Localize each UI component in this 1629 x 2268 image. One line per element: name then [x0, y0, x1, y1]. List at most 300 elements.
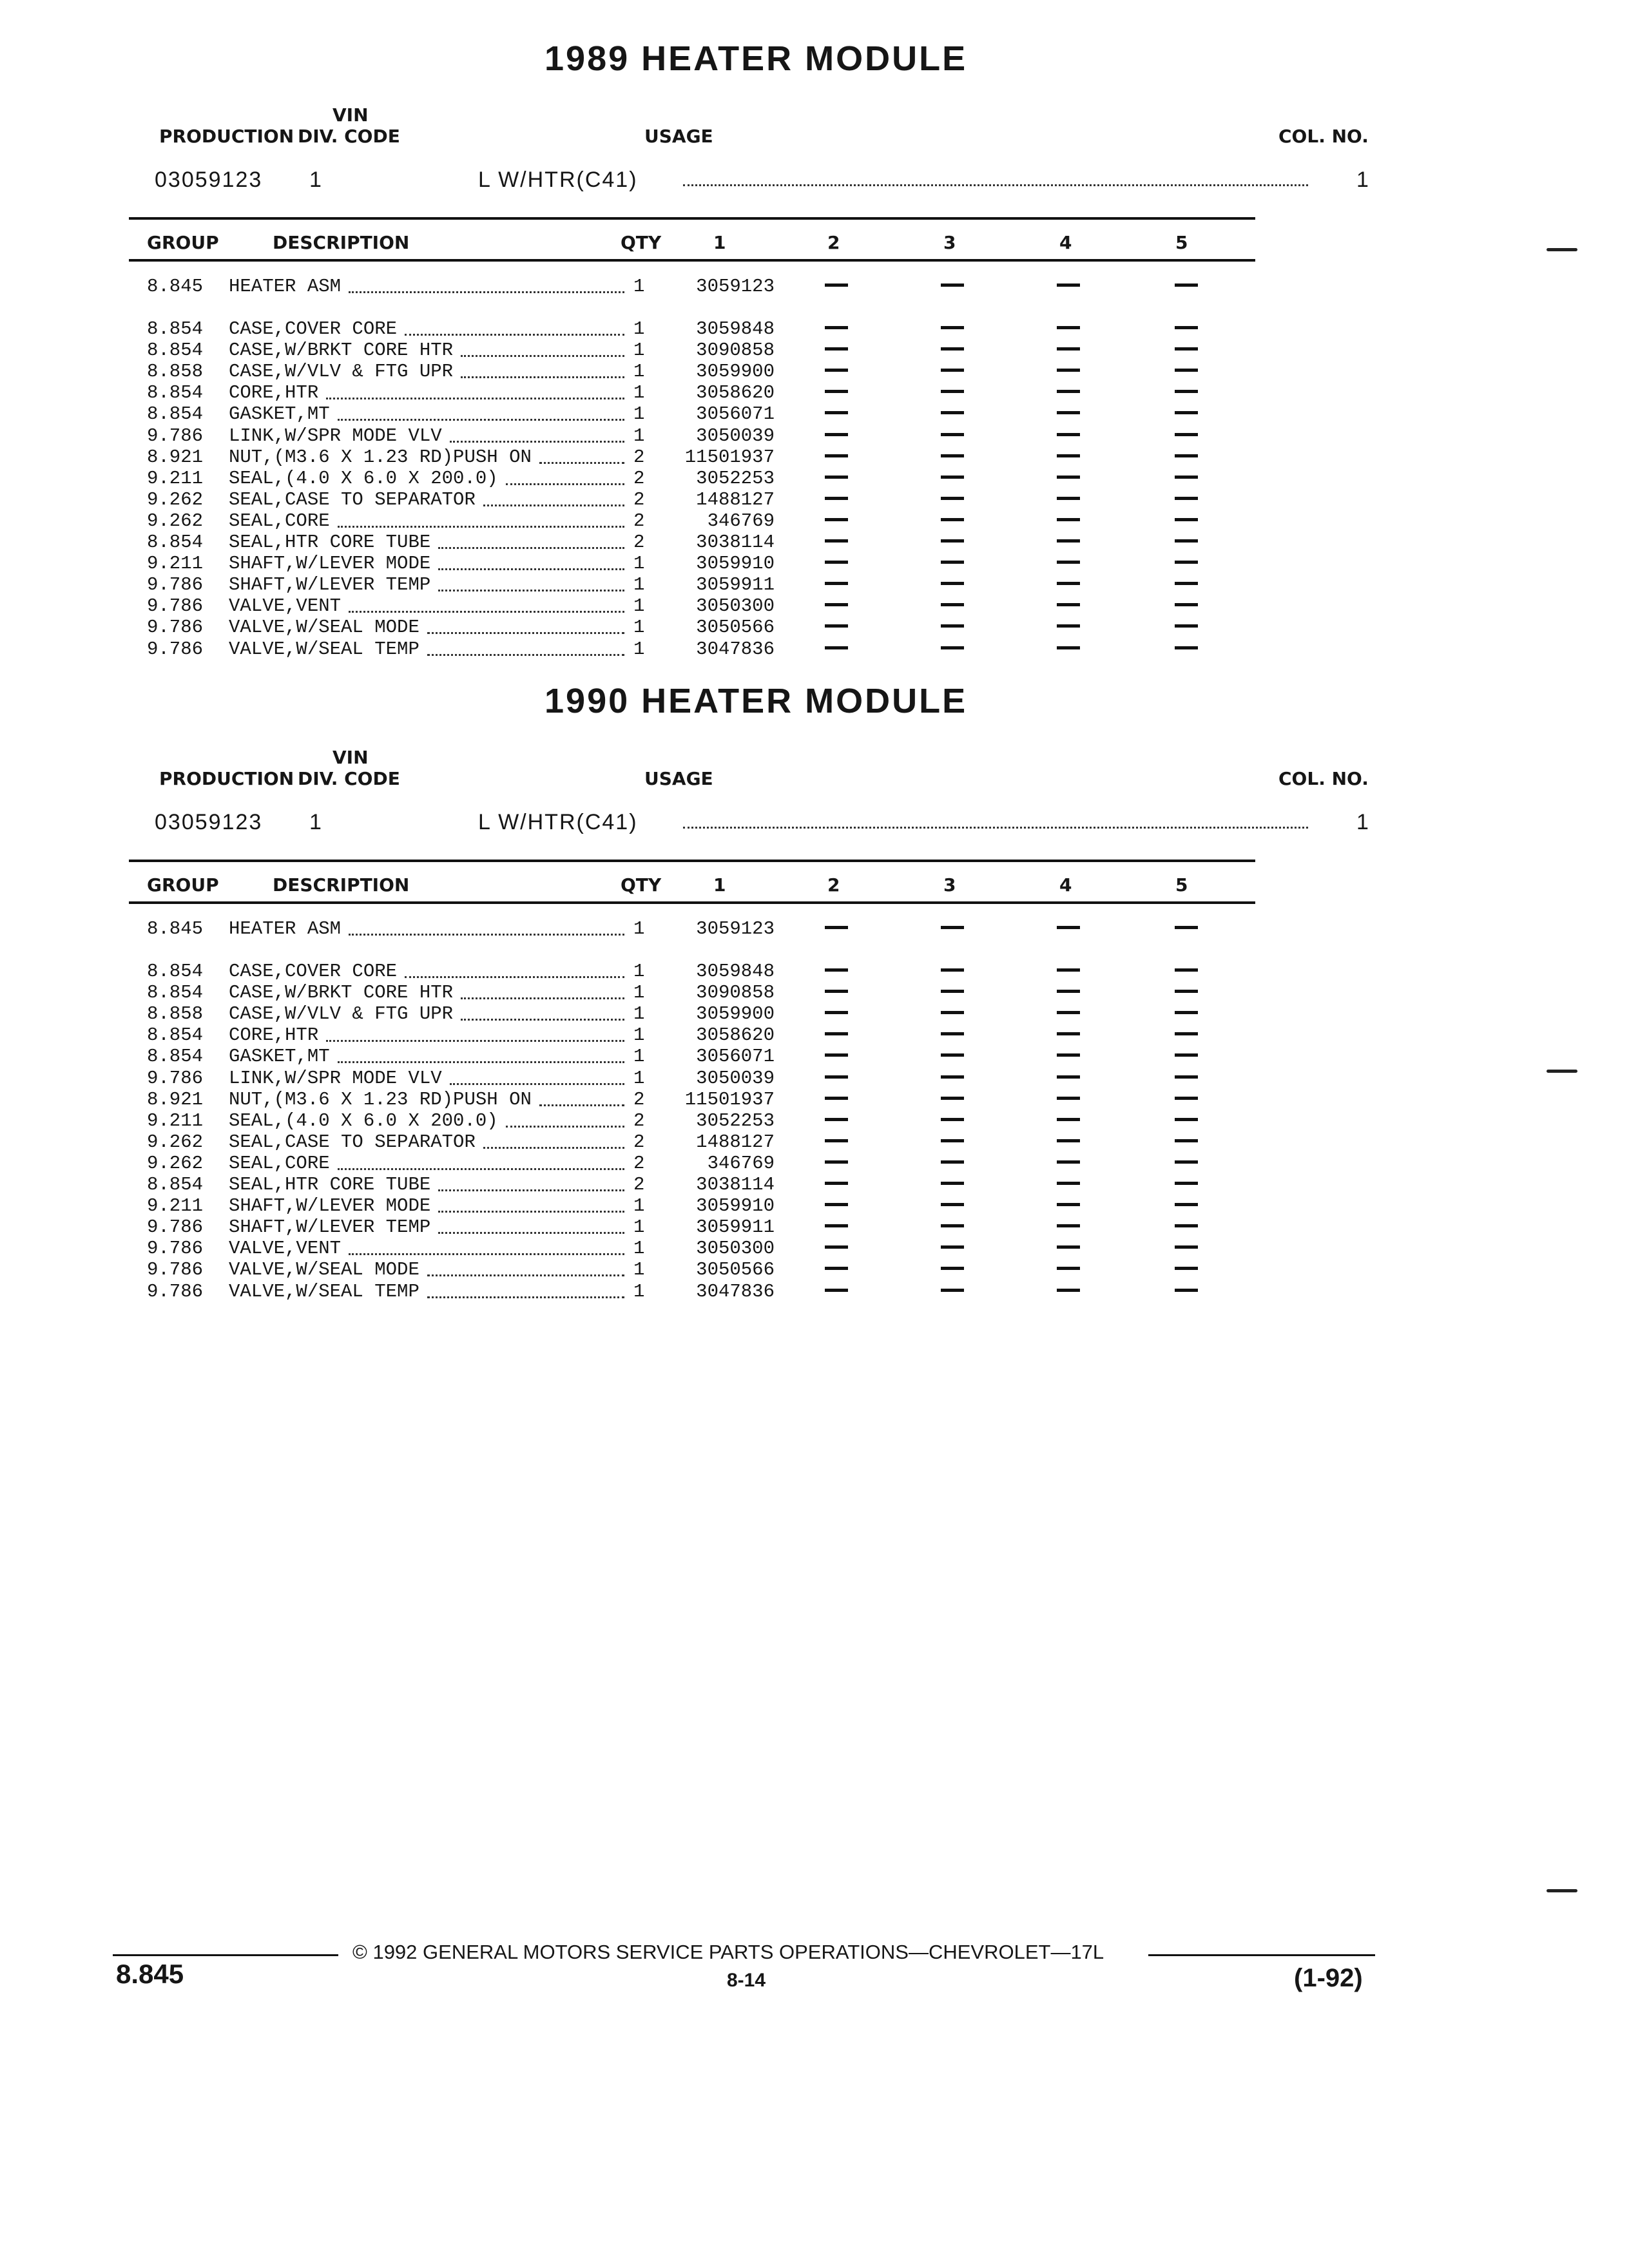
part-row-c4-dash [1057, 326, 1080, 329]
part-row-c2-dash [825, 1053, 848, 1057]
part-row-c4-dash [1057, 561, 1080, 564]
part-leader-dots [506, 483, 624, 485]
part-row-c2-dash [825, 968, 848, 972]
part-row-c5-dash [1175, 582, 1198, 585]
part-row-c2-dash [825, 646, 848, 649]
usage-leader-dots [683, 827, 1308, 829]
part-row-c4-dash [1057, 497, 1080, 500]
part-row-c2-dash [825, 1224, 848, 1227]
description-column-header: DESCRIPTION [273, 232, 410, 253]
part-row-c4-dash [1057, 1224, 1080, 1227]
part-row-c4-dash [1057, 1097, 1080, 1100]
part-row-part-number: 346769 [707, 1152, 775, 1174]
part-row-description: CASE,COVER CORE [229, 318, 398, 340]
part-row-description: SHAFT,W/LEVER TEMP [229, 1216, 431, 1238]
part-row-c3-dash [941, 347, 964, 351]
col-no-header: COL. NO. [1278, 126, 1369, 147]
part-row-group: 8.854 [147, 961, 204, 982]
part-row-qty: 1 [633, 961, 645, 982]
assembly-row-c4-dash [1057, 284, 1080, 287]
part-row-c4-dash [1057, 1011, 1080, 1014]
part-row-c5-dash [1175, 1118, 1198, 1121]
part-row-c5-dash [1175, 1182, 1198, 1185]
part-row-c2-dash [825, 1032, 848, 1035]
part-row-qty: 1 [633, 361, 645, 383]
part-row-c4-dash [1057, 476, 1080, 479]
part-row-c3-dash [941, 326, 964, 329]
part-leader-dots [427, 654, 624, 656]
module-title: 1990 HEATER MODULE [545, 682, 968, 720]
part-row-qty: 1 [633, 425, 645, 447]
part-row-c4-dash [1057, 1118, 1080, 1121]
part-leader-dots [438, 568, 624, 570]
part-row-group: 9.262 [147, 1131, 204, 1153]
assembly-row-qty: 1 [633, 918, 645, 939]
part-row-c2-dash [825, 1097, 848, 1100]
part-row-c5-dash [1175, 433, 1198, 436]
part-leader-dots [427, 632, 624, 634]
part-leader-dots [427, 1274, 624, 1276]
part-leader-dots [450, 1083, 624, 1085]
part-row-c2-dash [825, 990, 848, 993]
part-row-group: 8.854 [147, 532, 204, 553]
part-row-c2-dash [825, 539, 848, 543]
part-row-qty: 1 [633, 1259, 645, 1281]
part-row-c3-dash [941, 646, 964, 649]
qty-column-header: QTY [621, 874, 662, 896]
part-row-c2-dash [825, 454, 848, 457]
part-row-c3-dash [941, 433, 964, 436]
part-row-c3-dash [941, 603, 964, 606]
part-row-c3-dash [941, 1139, 964, 1142]
production-header: PRODUCTION [159, 768, 294, 789]
part-row-description: LINK,W/SPR MODE VLV [229, 1067, 442, 1089]
column-2-header: 2 [827, 232, 840, 253]
part-row-c3-dash [941, 454, 964, 457]
part-leader-dots [539, 1104, 624, 1106]
part-row-c4-dash [1057, 539, 1080, 543]
part-row-c3-dash [941, 1118, 964, 1121]
part-row-description: GASKET,MT [229, 1046, 330, 1068]
part-row-c5-dash [1175, 990, 1198, 993]
part-row-description: SEAL,(4.0 X 6.0 X 200.0) [229, 467, 498, 489]
part-leader-dots [438, 1232, 624, 1234]
part-leader-dots [405, 334, 624, 336]
part-row-description: VALVE,W/SEAL TEMP [229, 638, 419, 660]
part-row-qty: 2 [633, 1174, 645, 1195]
part-row-qty: 2 [633, 1152, 645, 1174]
part-row-qty: 2 [633, 467, 645, 489]
part-row-qty: 1 [633, 982, 645, 1004]
part-row-part-number: 3047836 [696, 1280, 775, 1302]
part-row-group: 9.786 [147, 1067, 204, 1089]
part-row-description: CORE,HTR [229, 1024, 319, 1046]
part-row-group: 9.786 [147, 1259, 204, 1281]
part-row-c3-dash [941, 990, 964, 993]
part-row-c4-dash [1057, 1075, 1080, 1079]
part-row-c5-dash [1175, 1097, 1198, 1100]
part-row-part-number: 3059911 [696, 1216, 775, 1238]
part-row-c3-dash [941, 624, 964, 628]
part-row-c2-dash [825, 603, 848, 606]
part-row-qty: 1 [633, 403, 645, 425]
part-row-c3-dash [941, 582, 964, 585]
part-row-group: 8.854 [147, 1046, 204, 1068]
part-row-c3-dash [941, 390, 964, 393]
footer-page-number: 8-14 [727, 1970, 766, 1991]
part-row-group: 9.786 [147, 638, 204, 660]
part-row-part-number: 3059910 [696, 553, 775, 575]
part-leader-dots [539, 462, 624, 464]
part-leader-dots [338, 419, 624, 421]
part-row-c2-dash [825, 561, 848, 564]
part-row-part-number: 11501937 [684, 1088, 775, 1110]
column-4-header: 4 [1059, 874, 1072, 896]
part-leader-dots [338, 1168, 624, 1170]
part-row-part-number: 346769 [707, 510, 775, 532]
footer-rule-left [113, 1954, 338, 1956]
part-row-c2-dash [825, 624, 848, 628]
part-row-c3-dash [941, 1011, 964, 1014]
part-row-description: LINK,W/SPR MODE VLV [229, 425, 442, 447]
col-no-header: COL. NO. [1278, 768, 1369, 789]
part-row-c3-dash [941, 411, 964, 414]
part-row-part-number: 3059911 [696, 574, 775, 596]
part-row-c5-dash [1175, 518, 1198, 521]
assembly-leader-dots [349, 934, 624, 936]
part-row-c4-dash [1057, 1203, 1080, 1206]
part-row-part-number: 3050039 [696, 425, 775, 447]
part-row-c2-dash [825, 1182, 848, 1185]
table-header-rule [129, 259, 1255, 262]
part-row-group: 9.262 [147, 1152, 204, 1174]
part-row-c5-dash [1175, 1245, 1198, 1249]
part-row-c2-dash [825, 1118, 848, 1121]
part-row-part-number: 3056071 [696, 403, 775, 425]
part-row-c2-dash [825, 1203, 848, 1206]
part-row-description: CASE,COVER CORE [229, 961, 398, 982]
part-row-group: 9.786 [147, 1238, 204, 1260]
part-row-group: 8.921 [147, 446, 204, 468]
part-row-description: SEAL,HTR CORE TUBE [229, 532, 431, 553]
part-row-c5-dash [1175, 1224, 1198, 1227]
part-row-group: 8.858 [147, 1003, 204, 1025]
part-row-c2-dash [825, 1075, 848, 1079]
part-row-qty: 1 [633, 638, 645, 660]
part-leader-dots [438, 590, 624, 591]
part-leader-dots [461, 355, 624, 357]
part-row-c3-dash [941, 497, 964, 500]
part-row-part-number: 1488127 [696, 488, 775, 510]
assembly-row-c2-dash [825, 926, 848, 929]
footer-copyright: © 1992 GENERAL MOTORS SERVICE PARTS OPERATIONS—CHEVROLET—17L [352, 1941, 1104, 1963]
part-row-c2-dash [825, 390, 848, 393]
part-row-part-number: 3056071 [696, 1046, 775, 1068]
part-row-part-number: 1488127 [696, 1131, 775, 1153]
part-row-c3-dash [941, 1053, 964, 1057]
part-row-qty: 1 [633, 318, 645, 340]
part-row-group: 9.211 [147, 1110, 204, 1131]
part-row-group: 8.854 [147, 340, 204, 361]
part-row-c5-dash [1175, 390, 1198, 393]
div-code-header: DIV. CODE [298, 768, 400, 789]
part-leader-dots [349, 611, 624, 613]
column-5-header: 5 [1175, 874, 1188, 896]
part-row-c4-dash [1057, 603, 1080, 606]
part-row-c4-dash [1057, 1267, 1080, 1270]
part-row-part-number: 3090858 [696, 982, 775, 1004]
usage-header: USAGE [644, 768, 713, 789]
part-row-part-number: 3058620 [696, 382, 775, 404]
div-code-header: DIV. CODE [298, 126, 400, 147]
margin-tick-mark [1547, 1889, 1577, 1892]
part-row-group: 9.262 [147, 510, 204, 532]
part-row-description: SHAFT,W/LEVER TEMP [229, 574, 431, 596]
part-row-part-number: 3050566 [696, 1259, 775, 1281]
part-row-c2-dash [825, 1160, 848, 1164]
footer-date: (1-92) [1294, 1964, 1363, 1992]
part-row-description: SEAL,HTR CORE TUBE [229, 1174, 431, 1195]
part-row-group: 9.262 [147, 488, 204, 510]
part-row-c2-dash [825, 476, 848, 479]
part-row-c2-dash [825, 497, 848, 500]
part-leader-dots [326, 398, 624, 399]
table-top-rule [129, 217, 1255, 220]
part-row-c5-dash [1175, 646, 1198, 649]
part-row-description: VALVE,VENT [229, 595, 342, 617]
part-row-c3-dash [941, 1097, 964, 1100]
part-row-c5-dash [1175, 347, 1198, 351]
part-row-c2-dash [825, 347, 848, 351]
part-row-c5-dash [1175, 369, 1198, 372]
part-row-group: 9.786 [147, 595, 204, 617]
assembly-row-group: 8.845 [147, 918, 204, 939]
part-row-group: 8.858 [147, 361, 204, 383]
col-no-value: 1 [1356, 810, 1370, 834]
part-row-c5-dash [1175, 1267, 1198, 1270]
part-row-c5-dash [1175, 968, 1198, 972]
part-row-qty: 2 [633, 1110, 645, 1131]
part-row-description: CASE,W/VLV & FTG UPR [229, 1003, 454, 1025]
part-row-qty: 1 [633, 1195, 645, 1217]
column-1-header: 1 [713, 232, 726, 253]
table-header-rule [129, 901, 1255, 904]
part-row-c4-dash [1057, 518, 1080, 521]
part-row-group: 8.854 [147, 1024, 204, 1046]
part-row-part-number: 3052253 [696, 467, 775, 489]
usage-value: L W/HTR(C41) [478, 810, 638, 834]
part-row-qty: 2 [633, 488, 645, 510]
part-row-c5-dash [1175, 603, 1198, 606]
part-row-qty: 1 [633, 617, 645, 639]
part-row-c5-dash [1175, 1075, 1198, 1079]
part-row-c3-dash [941, 1160, 964, 1164]
part-row-part-number: 3047836 [696, 638, 775, 660]
part-row-c5-dash [1175, 561, 1198, 564]
part-row-c4-dash [1057, 646, 1080, 649]
part-row-description: SEAL,(4.0 X 6.0 X 200.0) [229, 1110, 498, 1131]
part-row-description: CASE,W/BRKT CORE HTR [229, 982, 454, 1004]
part-row-part-number: 3059910 [696, 1195, 775, 1217]
part-row-c2-dash [825, 1289, 848, 1292]
part-row-group: 9.211 [147, 467, 204, 489]
part-row-part-number: 3059900 [696, 1003, 775, 1025]
part-leader-dots [483, 1147, 624, 1149]
production-number: 03059123 [155, 810, 263, 834]
margin-tick-mark [1547, 248, 1577, 251]
part-row-group: 9.786 [147, 1280, 204, 1302]
part-row-description: SHAFT,W/LEVER MODE [229, 1195, 431, 1217]
part-row-c5-dash [1175, 326, 1198, 329]
part-row-c3-dash [941, 518, 964, 521]
part-row-c5-dash [1175, 1289, 1198, 1292]
part-row-description: VALVE,VENT [229, 1238, 342, 1260]
part-row-c4-dash [1057, 1289, 1080, 1292]
part-row-description: SEAL,CASE TO SEPARATOR [229, 488, 476, 510]
part-row-c4-dash [1057, 968, 1080, 972]
vin-header: VIN [333, 747, 369, 768]
usage-leader-dots [683, 184, 1308, 186]
part-row-group: 9.786 [147, 574, 204, 596]
column-5-header: 5 [1175, 232, 1188, 253]
part-row-c5-dash [1175, 1203, 1198, 1206]
assembly-row-c5-dash [1175, 284, 1198, 287]
part-leader-dots [438, 1189, 624, 1191]
assembly-row-c5-dash [1175, 926, 1198, 929]
part-row-c4-dash [1057, 1139, 1080, 1142]
part-row-part-number: 3058620 [696, 1024, 775, 1046]
part-row-c4-dash [1057, 369, 1080, 372]
module-title: 1989 HEATER MODULE [545, 39, 968, 78]
part-row-c4-dash [1057, 1032, 1080, 1035]
part-row-group: 9.786 [147, 617, 204, 639]
part-row-part-number: 3059848 [696, 318, 775, 340]
part-row-c4-dash [1057, 347, 1080, 351]
part-row-c5-dash [1175, 624, 1198, 628]
part-row-c5-dash [1175, 454, 1198, 457]
group-column-header: GROUP [147, 232, 219, 253]
column-2-header: 2 [827, 874, 840, 896]
part-leader-dots [461, 1019, 624, 1021]
part-row-qty: 1 [633, 382, 645, 404]
production-header: PRODUCTION [159, 126, 294, 147]
part-row-group: 9.211 [147, 1195, 204, 1217]
part-row-c2-dash [825, 369, 848, 372]
qty-column-header: QTY [621, 232, 662, 253]
usage-value: L W/HTR(C41) [478, 168, 638, 192]
assembly-row-description: HEATER ASM [229, 918, 342, 939]
part-row-qty: 1 [633, 1046, 645, 1068]
part-row-c4-dash [1057, 1053, 1080, 1057]
part-row-c3-dash [941, 1224, 964, 1227]
part-row-c4-dash [1057, 1160, 1080, 1164]
part-row-qty: 1 [633, 340, 645, 361]
part-row-qty: 1 [633, 553, 645, 575]
div-code-value: 1 [309, 168, 323, 192]
part-leader-dots [427, 1296, 624, 1298]
part-row-part-number: 11501937 [684, 446, 775, 468]
part-row-part-number: 3038114 [696, 532, 775, 553]
part-row-description: VALVE,W/SEAL TEMP [229, 1280, 419, 1302]
part-row-c2-dash [825, 1245, 848, 1249]
part-row-c3-dash [941, 1267, 964, 1270]
part-leader-dots [338, 1061, 624, 1063]
part-row-c4-dash [1057, 624, 1080, 628]
assembly-row-qty: 1 [633, 276, 645, 297]
part-row-c3-dash [941, 561, 964, 564]
part-row-description: VALVE,W/SEAL MODE [229, 617, 419, 639]
part-row-c5-dash [1175, 497, 1198, 500]
table-top-rule [129, 860, 1255, 862]
assembly-row-c2-dash [825, 284, 848, 287]
description-column-header: DESCRIPTION [273, 874, 410, 896]
part-row-c2-dash [825, 518, 848, 521]
part-row-c3-dash [941, 1182, 964, 1185]
column-4-header: 4 [1059, 232, 1072, 253]
assembly-row-c4-dash [1057, 926, 1080, 929]
part-row-part-number: 3050039 [696, 1067, 775, 1089]
part-row-c2-dash [825, 582, 848, 585]
assembly-row-c3-dash [941, 284, 964, 287]
part-leader-dots [438, 547, 624, 549]
part-row-c5-dash [1175, 476, 1198, 479]
part-leader-dots [461, 376, 624, 378]
part-leader-dots [483, 505, 624, 506]
part-row-part-number: 3090858 [696, 340, 775, 361]
part-leader-dots [326, 1040, 624, 1042]
part-row-qty: 1 [633, 1216, 645, 1238]
col-no-value: 1 [1356, 168, 1370, 192]
part-row-group: 8.921 [147, 1088, 204, 1110]
vin-header: VIN [333, 104, 369, 126]
part-row-description: SEAL,CORE [229, 1152, 330, 1174]
assembly-row-c3-dash [941, 926, 964, 929]
part-leader-dots [405, 976, 624, 978]
part-row-c5-dash [1175, 1053, 1198, 1057]
part-row-c5-dash [1175, 1139, 1198, 1142]
part-row-description: NUT,(M3.6 X 1.23 RD)PUSH ON [229, 1088, 532, 1110]
assembly-row-part-number: 3059123 [696, 918, 775, 939]
part-row-part-number: 3059900 [696, 361, 775, 383]
column-3-header: 3 [943, 232, 956, 253]
assembly-row-part-number: 3059123 [696, 276, 775, 297]
part-row-c5-dash [1175, 1011, 1198, 1014]
part-row-c2-dash [825, 1139, 848, 1142]
part-leader-dots [438, 1211, 624, 1213]
part-row-c2-dash [825, 411, 848, 414]
part-row-part-number: 3050300 [696, 1238, 775, 1260]
part-leader-dots [506, 1126, 624, 1128]
part-row-qty: 2 [633, 1088, 645, 1110]
part-row-qty: 1 [633, 574, 645, 596]
part-row-c3-dash [941, 968, 964, 972]
part-row-c4-dash [1057, 1245, 1080, 1249]
assembly-row-description: HEATER ASM [229, 276, 342, 297]
part-row-group: 8.854 [147, 982, 204, 1004]
part-row-part-number: 3059848 [696, 961, 775, 982]
assembly-leader-dots [349, 291, 624, 293]
part-row-c2-dash [825, 326, 848, 329]
part-row-description: CORE,HTR [229, 382, 319, 404]
part-row-qty: 2 [633, 510, 645, 532]
part-row-c4-dash [1057, 390, 1080, 393]
part-row-c4-dash [1057, 433, 1080, 436]
part-row-description: SEAL,CORE [229, 510, 330, 532]
part-leader-dots [349, 1253, 624, 1255]
production-number: 03059123 [155, 168, 263, 192]
group-column-header: GROUP [147, 874, 219, 896]
column-1-header: 1 [713, 874, 726, 896]
